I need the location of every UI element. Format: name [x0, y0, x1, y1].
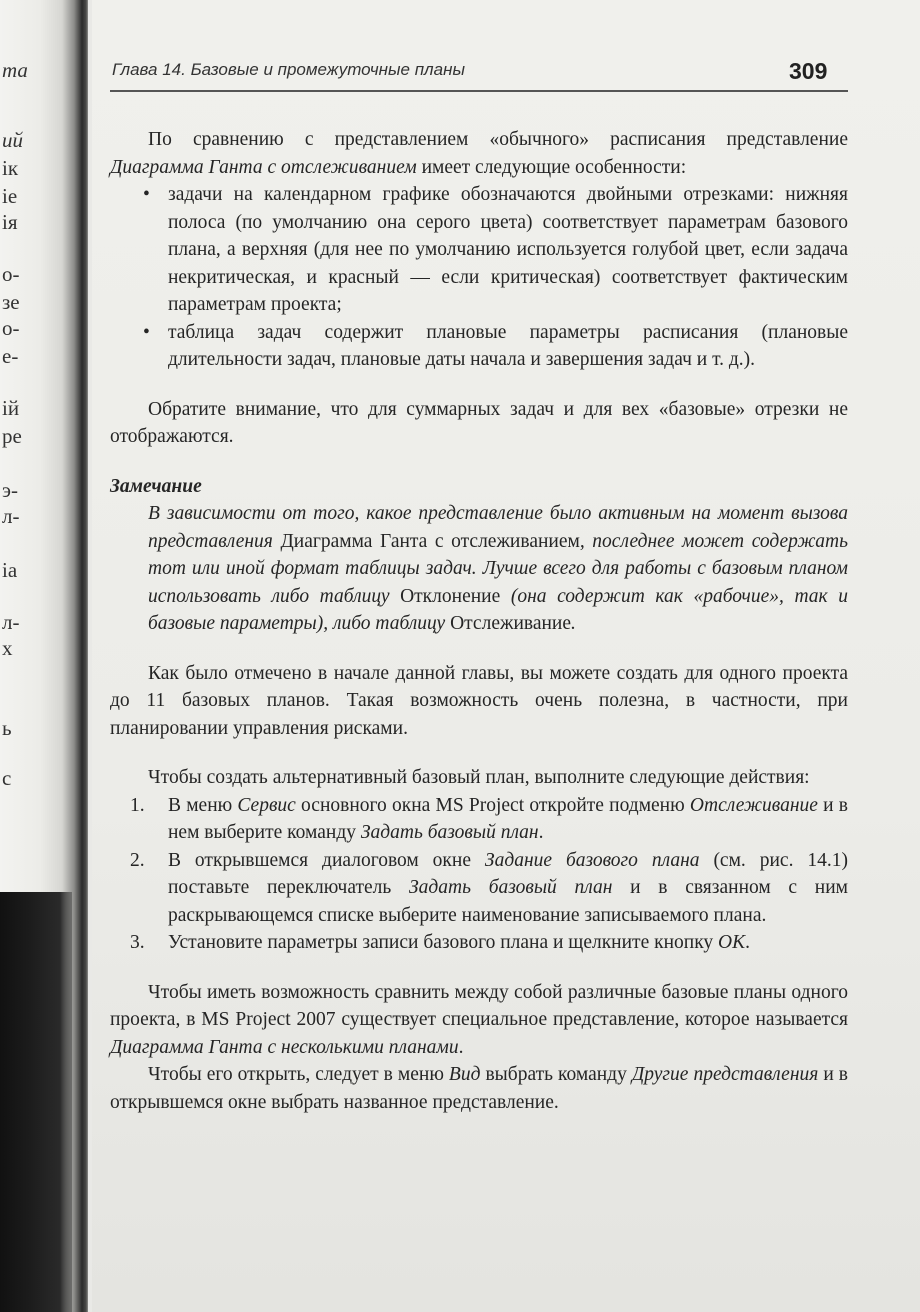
margin-fragment: х: [2, 636, 13, 660]
summary-paragraph: Обратите внимание, что для суммарных задач и для вех «базовые» отрезки не отображаются.: [110, 398, 848, 447]
list-item: 2. В открывшемся диалоговом окне Задание базового плана (см. рис. 14.1) поставьте переключатель Задать базовый план и в связанном с ним раскрывающемся списке выберите наименование записываемого плана.: [110, 847, 848, 930]
margin-fragment: с: [2, 766, 12, 790]
margin-fragment: ий: [2, 128, 23, 152]
view-name: Диаграмма Ганта с несколькими планами: [110, 1036, 459, 1058]
margin-fragment: іа: [2, 558, 18, 582]
menu-name: Вид: [448, 1064, 481, 1085]
intro-paragraph: По сравнению с представлением «обычного» расписания представление Диаграмма Ганта с отслеживанием имеет следующие особенности:: [110, 129, 848, 178]
margin-fragment: ік: [2, 156, 19, 180]
page-body: [110, 126, 848, 1116]
list-item: • задачи на календарном графике обозначаются двойными отрезками: нижняя полоса (по умолчанию она серого цвета) соответствует параметрам базового плана, а верхняя (для нее по умолчанию используется голубой цвет, если задача некритическая, и красный — если критическая) соответствует фактическим параметрам проекта;: [110, 181, 848, 319]
note-text: В зависимости от того, какое представление было активным на момент вызова представления Диаграмма Ганта с отслеживанием, последнее может содержать тот или иной формат таблицы задач. Лучше всего для работы с базовым планом использовать либо таблицу Отклонение (она содержит как «рабочие», так и базовые параметры), либо таблицу Отслеживание.: [148, 503, 848, 634]
margin-fragment: о-: [2, 316, 20, 340]
page-number: 309: [789, 58, 828, 84]
margin-fragment: ре: [2, 424, 22, 448]
open-view-paragraph: Чтобы его открыть, следует в меню Вид выбрать команду Другие представления и в открывшемся окне выбрать названное представление.: [110, 1064, 848, 1113]
command-name: Другие представления: [631, 1064, 819, 1085]
step-number: 1.: [130, 794, 145, 816]
view-name: Диаграмма Ганта с отслеживанием: [280, 530, 580, 552]
table-name: Отклонение: [400, 585, 501, 607]
margin-fragment: ія: [2, 210, 18, 234]
header-rule: [110, 90, 848, 92]
note-heading: Замечание: [110, 475, 202, 497]
margin-fragment: е-: [2, 344, 19, 368]
margin-fragment: э-: [2, 478, 19, 502]
margin-fragment: л-: [2, 610, 20, 634]
margin-fragment: л-: [2, 504, 20, 528]
step-number: 2.: [130, 849, 145, 871]
step-number: 3.: [130, 932, 145, 953]
list-item: 1. В меню Сервис основного окна MS Project откройте подменю Отслеживание и в нем выберите команду Задать базовый план.: [110, 792, 848, 847]
bullet-icon: •: [143, 321, 150, 343]
list-item: 3. Установите параметры записи базового плана и щелкните кнопку OK.: [110, 929, 848, 957]
baseline-count-paragraph: Как было отмечено в начале данной главы, вы можете создать для одного проекта до 11 базовых планов. Такая возможность очень полезна, в частности, при планировании управления рисками.: [110, 662, 848, 739]
margin-fragment: зе: [2, 290, 20, 314]
note-block: [110, 473, 848, 638]
margin-fragment: о-: [2, 262, 20, 286]
margin-fragment: ій: [2, 396, 20, 420]
features-list: [110, 181, 848, 374]
steps-list: [110, 792, 848, 957]
margin-fragment: ь: [2, 716, 12, 740]
view-name: Диаграмма Ганта с отслеживанием: [110, 156, 417, 178]
bullet-icon: •: [143, 184, 150, 205]
book-spine-dark-edge: [0, 892, 72, 1312]
running-header-title: Глава 14. Базовые и промежуточные планы: [112, 60, 465, 79]
list-item: • таблица задач содержит плановые параметры расписания (плановые длительности задач, плановые даты начала и завершения задач и т. д.).: [110, 319, 848, 374]
steps-intro-paragraph: Чтобы создать альтернативный базовый план, выполните следующие действия:: [148, 767, 810, 788]
compare-paragraph: Чтобы иметь возможность сравнить между собой различные базовые планы одного проекта, в MS Project 2007 существует специальное представление, которое называется Диаграмма Ганта с несколькими планами.: [110, 981, 848, 1058]
table-name: Отслеживание: [450, 613, 572, 634]
margin-fragment: іе: [2, 184, 18, 208]
book-page: [92, 0, 920, 1312]
margin-fragment: та: [2, 58, 28, 82]
